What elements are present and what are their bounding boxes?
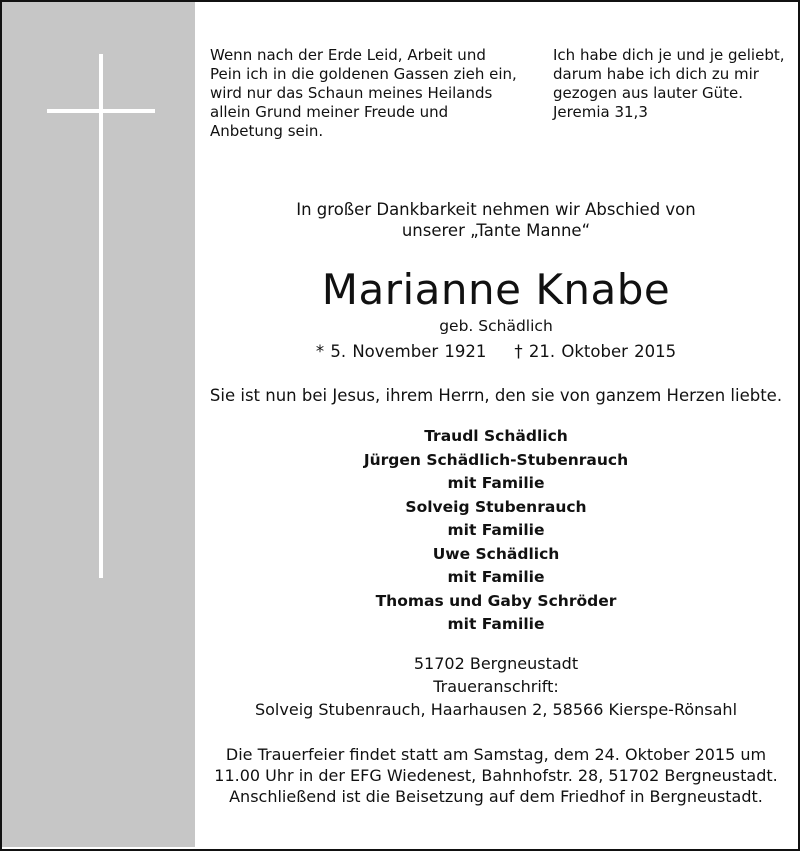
side-panel [2, 2, 195, 847]
birth-date: * 5. November 1921 [315, 342, 487, 361]
farewell-intro [196, 199, 796, 241]
intro-line: In großer Dankbarkeit nehmen wir Abschied von [296, 200, 696, 219]
service-line: Die Trauerfeier findet statt am Samstag, dem 24. Oktober 2015 um [225, 745, 767, 764]
family-note: mit Familie [447, 521, 545, 539]
maiden-name: geb. Schädlich [439, 317, 553, 335]
address-line: Traueranschrift: [433, 677, 559, 696]
family-list [196, 425, 796, 637]
family-note: mit Familie [447, 615, 545, 633]
family-member: Traudl Schädlich [424, 427, 568, 445]
family-note: mit Familie [447, 568, 545, 586]
poem-line: allein Grund meiner Freude und [210, 103, 449, 121]
poem-quote [210, 46, 540, 141]
poem-line: wird nur das Schaun meines Heilands [210, 84, 493, 102]
service-line: Anschließend ist die Beisetzung auf dem Friedhof in Bergneustadt. [229, 787, 763, 806]
cross-icon [99, 54, 103, 578]
bible-reference: Jeremia 31,3 [553, 103, 648, 121]
bible-line: gezogen aus lauter Güte. [553, 84, 744, 102]
service-line: 11.00 Uhr in der EFG Wiedenest, Bahnhofstr. 28, 51702 Bergneustadt. [214, 766, 778, 785]
poem-line: Wenn nach der Erde Leid, Arbeit und [210, 46, 486, 64]
bible-line: darum habe ich dich zu mir [553, 65, 759, 83]
bible-quote [553, 46, 788, 122]
family-note: mit Familie [447, 474, 545, 492]
faith-statement: Sie ist nun bei Jesus, ihrem Herrn, den sie von ganzem Herzen liebte. [209, 386, 783, 405]
intro-line: unserer „Tante Manne“ [401, 221, 591, 240]
address-line: Solveig Stubenrauch, Haarhausen 2, 58566 Kierspe-Rönsahl [254, 700, 738, 719]
deceased-name: Marianne Knabe [321, 265, 671, 314]
poem-line: Pein ich in die goldenen Gassen zieh ein, [210, 65, 517, 83]
death-date: † 21. Oktober 2015 [514, 342, 677, 361]
family-member: Uwe Schädlich [432, 544, 560, 563]
family-member: Jürgen Schädlich-Stubenrauch [363, 450, 629, 469]
funeral-service-info [196, 744, 796, 807]
life-dates [196, 341, 796, 362]
address-line: 51702 Bergneustadt [413, 654, 579, 673]
mourning-address [196, 652, 796, 721]
family-member: Thomas und Gaby Schröder [375, 591, 617, 610]
poem-line: Anbetung sein. [210, 122, 324, 140]
cross-icon-bar [47, 109, 155, 113]
bible-line: Ich habe dich je und je geliebt, [553, 46, 785, 64]
family-member: Solveig Stubenrauch [405, 497, 587, 516]
